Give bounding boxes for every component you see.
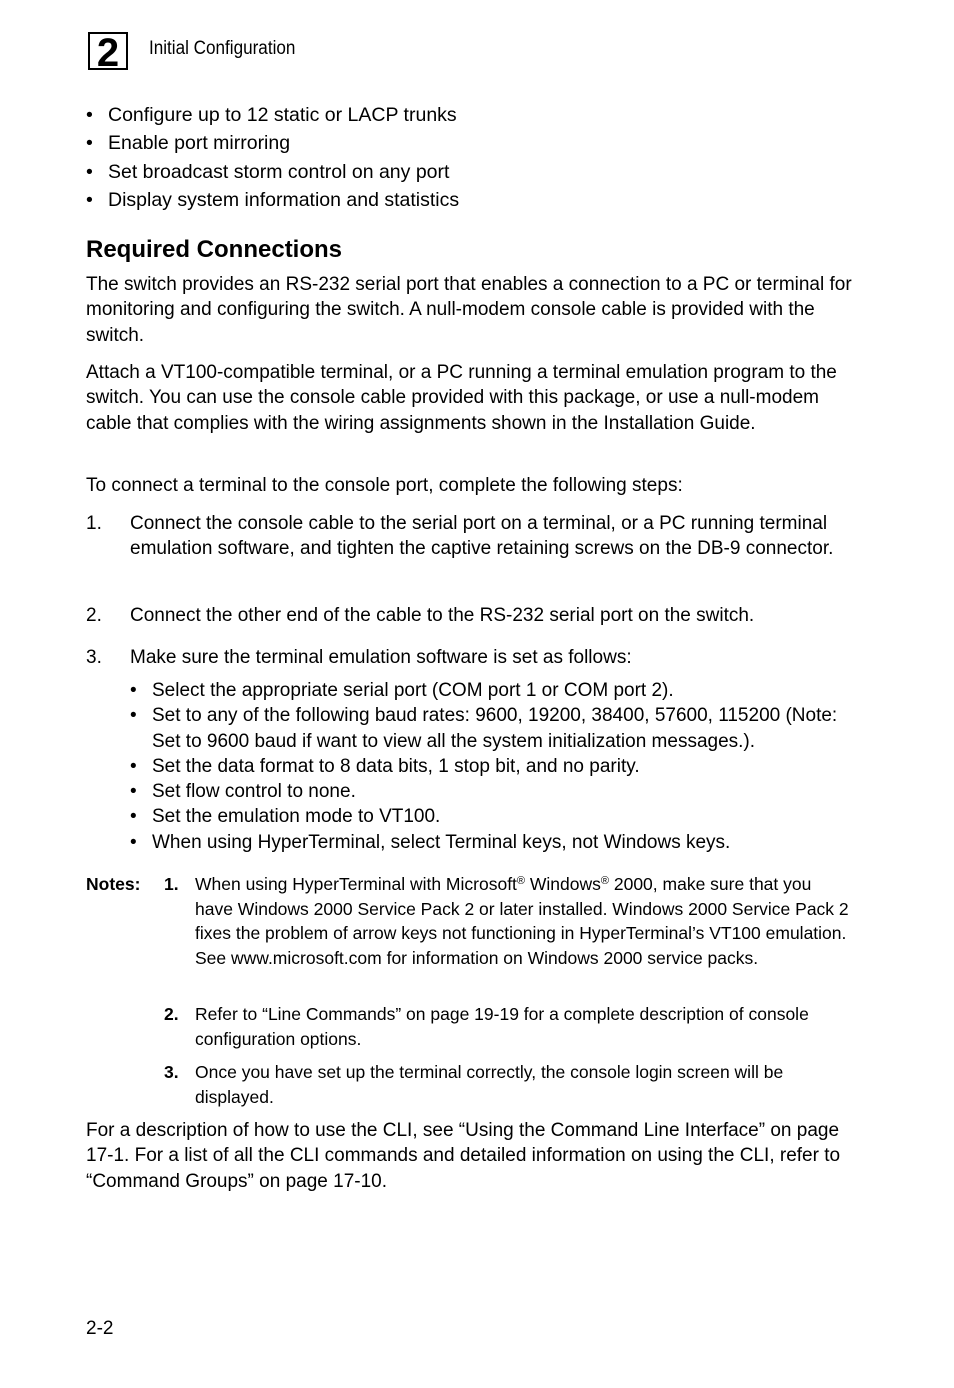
list-item: • Enable port mirroring (86, 129, 866, 157)
paragraph: Attach a VT100-compatible terminal, or a PC running a terminal emulation program to the switch. You can use the console cable provided with this package, or use a null-modem cable that complies with the wiring assignments shown in the Installation Guide. (86, 362, 837, 434)
list-item: • Set the emulation mode to VT100. (130, 804, 860, 829)
list-item: • Configure up to 12 static or LACP trunks (86, 101, 866, 129)
step-item (86, 645, 854, 670)
list-item: • When using HyperTerminal, select Terminal keys, not Windows keys. (130, 830, 860, 855)
chapter-number-badge (88, 32, 128, 70)
intro-bullet-list (86, 101, 866, 215)
note-text-part: 2000, make sure that you have Windows 2000 Service Pack 2 or later installed. Windows 2000 Service Pack 2 fixes the problem of arrow keys not functioning in HyperTerminal’s VT100 emulation. See www.microsoft.com for information on Windows 2000 service packs. (195, 874, 849, 968)
page-number: 2-2 (86, 1318, 114, 1339)
chapter-number: 2 (96, 32, 120, 70)
list-item: • Set broadcast storm control on any port (86, 158, 866, 186)
note-text-part: Windows (525, 874, 601, 894)
list-item: • Set to any of the following baud rates: 9600, 19200, 38400, 57600, 115200 (Note: Set to 9600 baud if want to view all the system initialization messages.). (130, 703, 860, 754)
paragraph: For a description of how to use the CLI, see “Using the Command Line Interface” on page 17-1. For a list of all the CLI commands and detailed information on using the CLI, refer to “Command Groups” on page 17-10. (86, 1120, 841, 1192)
running-title: Initial Configuration (149, 38, 296, 59)
note-text: Once you have set up the terminal correctly, the console login screen will be displayed. (195, 1062, 784, 1107)
note-text: Refer to “Line Commands” on page 19-19 for a complete description of console configuration options. (195, 1004, 809, 1049)
step-text: Make sure the terminal emulation software is set as follows: (130, 647, 632, 668)
chapter-number-graphic (88, 32, 128, 70)
step-text: Connect the other end of the cable to the RS-232 serial port on the switch. (130, 605, 755, 626)
list-item: • Select the appropriate serial port (COM port 1 or COM port 2). (130, 678, 860, 703)
note-item (164, 872, 854, 970)
note-number: 3. (164, 1062, 179, 1082)
list-item: • Display system information and statistics (86, 186, 866, 214)
step-text: Connect the console cable to the serial port on a terminal, or a PC running terminal emulation software, and tighten the captive retaining screws on the DB-9 connector. (130, 513, 834, 560)
step-item (86, 511, 854, 562)
step-number: 1. (86, 513, 102, 534)
note-item (164, 1002, 854, 1051)
step3-bullet-list (130, 678, 860, 855)
registered-mark: ® (516, 875, 526, 887)
note-number: 1. (164, 874, 179, 894)
step-number: 3. (86, 647, 102, 668)
section-heading: Required Connections (86, 236, 343, 263)
paragraph: The switch provides an RS-232 serial port that enables a connection to a PC or terminal for monitoring and configuring the switch. A null-modem console cable is provided with the switch. (86, 274, 852, 346)
note-number: 2. (164, 1004, 179, 1024)
step-number: 2. (86, 605, 102, 626)
list-item: • Set the data format to 8 data bits, 1 stop bit, and no parity. (130, 754, 860, 779)
registered-mark: ® (600, 875, 609, 887)
note-text (195, 872, 854, 970)
notes-label: Notes: (86, 874, 141, 894)
list-item: • Set flow control to none. (130, 779, 860, 804)
note-item (164, 1060, 854, 1109)
step-item (86, 603, 854, 628)
note-text-part: When using HyperTerminal with Microsoft (195, 874, 517, 894)
paragraph: To connect a terminal to the console port, complete the following steps: (86, 475, 683, 496)
